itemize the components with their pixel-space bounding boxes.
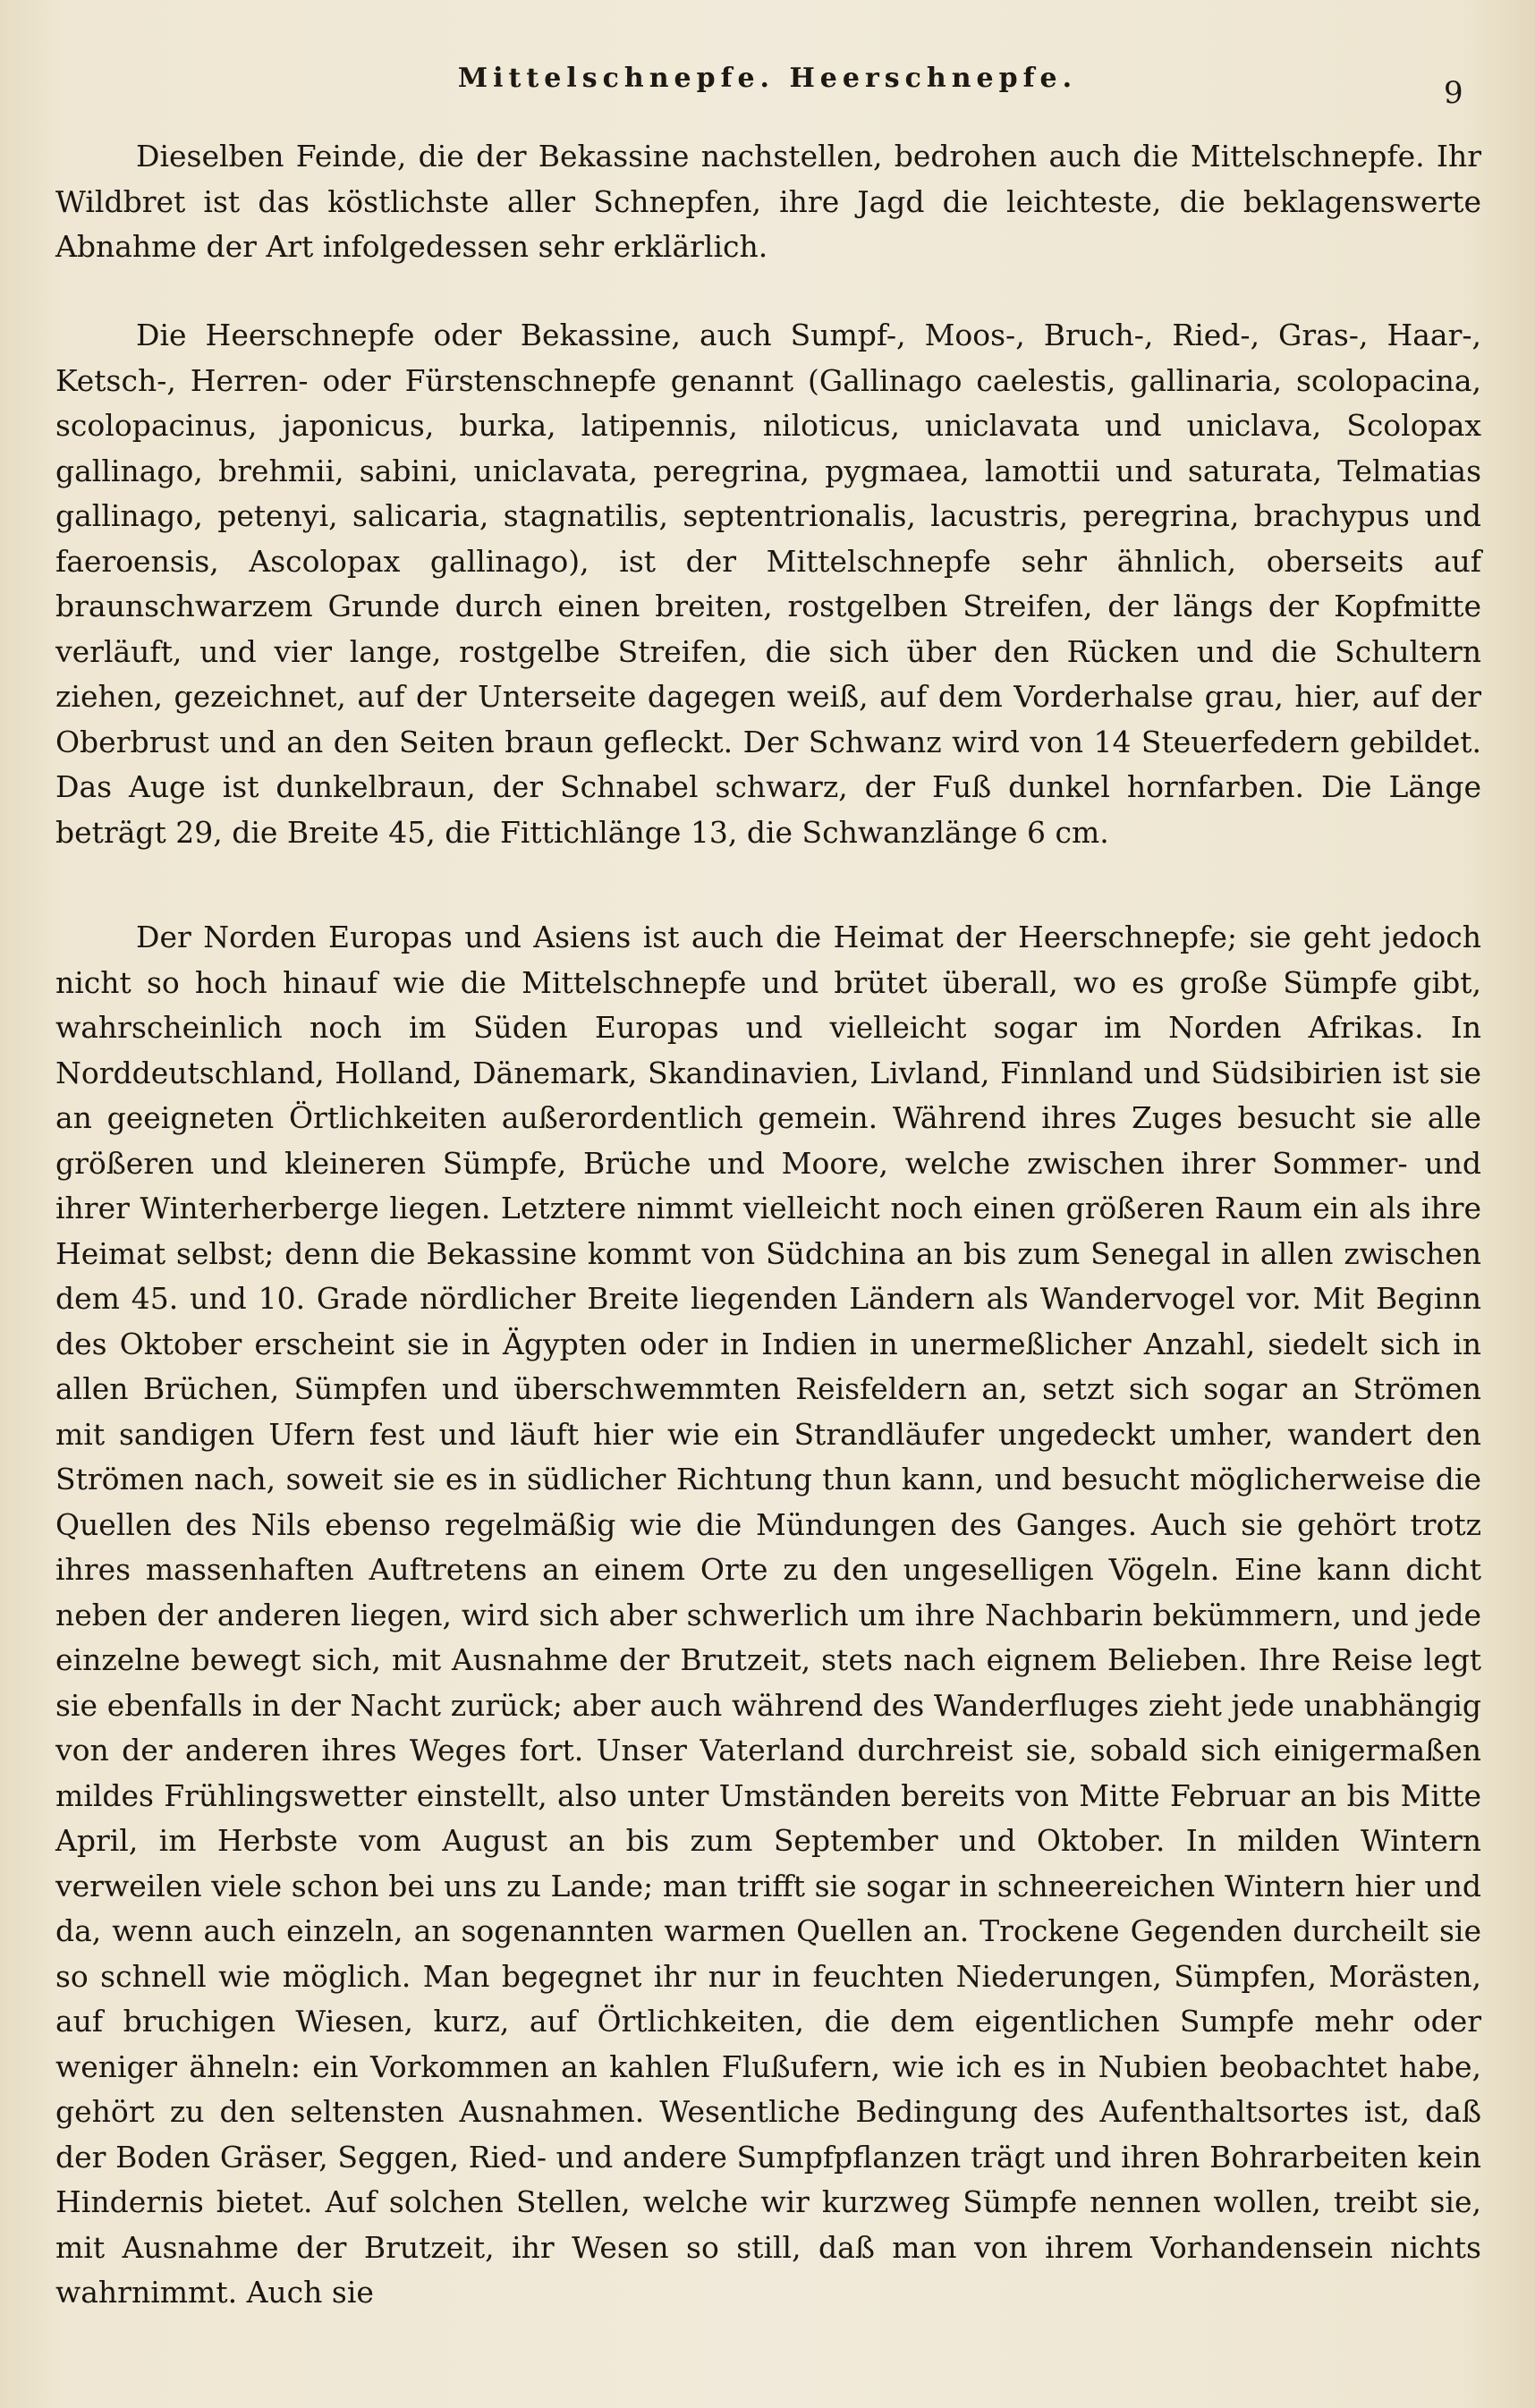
running-head: Mittelschnepfe. Heerschnepfe. — [457, 63, 1078, 94]
paragraph-3: Der Norden Europas und Asiens ist auch die Heimat der Heerschnepfe; sie geht jedoch nicht so hoch hinauf wie die Mittelschnepfe und brütet überall, wo es große Sümpfe gibt, wahrscheinlich noch im Süden Europas und vielleicht sogar im Norden Afrikas. In Norddeutschland, Holland, Dänemark, Skandinavien, Livland, Finnland und Südsibirien ist sie an geeigneten Örtlichkeiten außerordentlich gemein. Während ihres Zuges besucht sie alle größeren und kleineren Sümpfe, Brüche und Moore, welche zwischen ihrer Sommer- und ihrer Winterherberge liegen. Letztere nimmt vielleicht noch einen größeren Raum ein als ihre Heimat selbst; denn die Bekassine kommt von Südchina an bis zum Senegal in allen zwischen dem 45. und 10. Grade nördlicher Breite liegenden Ländern als Wandervogel vor. Mit Beginn des Oktober erscheint sie in Ägypten oder in Indien in unermeßlicher Anzahl, siedelt sich in allen Brüchen, Sümpfen und überschwemmten Reisfeldern an, setzt sich sogar an Strömen mit sandigen Ufern fest und läuft hier wie ein Strandläufer ungedeckt umher, wandert den Strömen nach, soweit sie es in südlicher Richtung thun kann, und besucht möglicherweise die Quellen des Nils ebenso regelmäßig wie die Mündungen des Ganges. Auch sie gehört trotz ihres massenhaften Auftretens an einem Orte zu den ungeselligen Vögeln. Eine kann dicht neben der anderen liegen, wird sich aber schwerlich um ihre Nachbarin bekümmern, und jede einzelne bewegt sich, mit Ausnahme der Brutzeit, stets nach eignem Belieben. Ihre Reise legt sie ebenfalls in der Nacht zurück; aber auch während des Wanderfluges zieht jede unabhängig von der anderen ihres Weges fort. Unser Vaterland durchreist sie, sobald sich einigermaßen mildes Frühlingswetter einstellt, also unter Umständen bereits von Mitte Februar an bis Mitte April, im Herbste vom August an bis zum September und Oktober. In milden Wintern verweilen viele schon bei uns zu Lande; man trifft sie sogar in schneereichen Wintern hier und da, wenn auch einzeln, an sogenannten warmen Quellen an. Trockene Gegenden durcheilt sie so schnell wie möglich. Man begegnet ihr nur in feuchten Niederungen, Sümpfen, Morästen, auf bruchigen Wiesen, kurz, auf Örtlichkeiten, die dem eigentlichen Sumpfe mehr oder weniger ähneln: ein Vorkommen an kahlen Flußufern, wie ich es in Nubien beobachtet habe, gehört zu den seltensten Ausnahmen. Wesentliche Bedingung des Aufenthaltsortes ist, daß der Boden Gräser, Seggen, Ried- und andere Sumpfpflanzen trägt und ihren Bohrarbeiten kein Hindernis bietet. Auf solchen Stellen, welche wir kurzweg Sümpfe nennen wollen, treibt sie, mit Ausnahme der Brutzeit, ihr Wesen so still, daß man von ihrem Vorhandensein nichts wahrnimmt. Auch sie — [55, 920, 1481, 2310]
paragraph-2: Die Heerschnepfe oder Bekassine, auch Sumpf-, Moos-, Bruch-, Ried-, Gras-, Haar-, Ketsch-, Herren- oder Fürstenschnepfe genannt (Gallinago caelestis, gallinaria, scolopacina, scolopacinus, japonicus, burka, latipennis, niloticus, uniclavata und uniclava, Scolopax gallinago, brehmii, sabini, uniclavata, peregrina, pygmaea, lamottii und saturata, Telmatias gallinago, petenyi, salicaria, stagnatilis, septentrionalis, lacustris, peregrina, brachypus und faeroensis, Ascolopax gallinago), ist der Mittelschnepfe sehr ähnlich, oberseits auf braunschwarzem Grunde durch einen breiten, rostgelben Streifen, der längs der Kopfmitte verläuft, und vier lange, rostgelbe Streifen, die sich über den Rücken und die Schultern ziehen, gezeichnet, auf der Unterseite dagegen weiß, auf dem Vorderhalse grau, hier, auf der Oberbrust und an den Seiten braun gefleckt. Der Schwanz wird von 14 Steuerfedern gebildet. Das Auge ist dunkelbraun, der Schnabel schwarz, der Fuß dunkel hornfarben. Die Länge beträgt 29, die Breite 45, die Fittichlänge 13, die Schwanzlänge 6 cm. — [55, 318, 1481, 850]
paragraph-2-block — [55, 313, 1481, 855]
paragraph-1-block — [55, 134, 1481, 270]
paragraph-3-block — [55, 915, 1481, 2316]
page-number: 9 — [1444, 75, 1463, 111]
paragraph-1: Dieselben Feinde, die der Bekassine nachstellen, bedrohen auch die Mittelschnepfe. Ihr Wildbret ist das köstlichste aller Schnepfen, ihre Jagd die leichteste, die beklagenswerte Abnahme der Art infolgedessen sehr erklärlich. — [55, 139, 1481, 264]
